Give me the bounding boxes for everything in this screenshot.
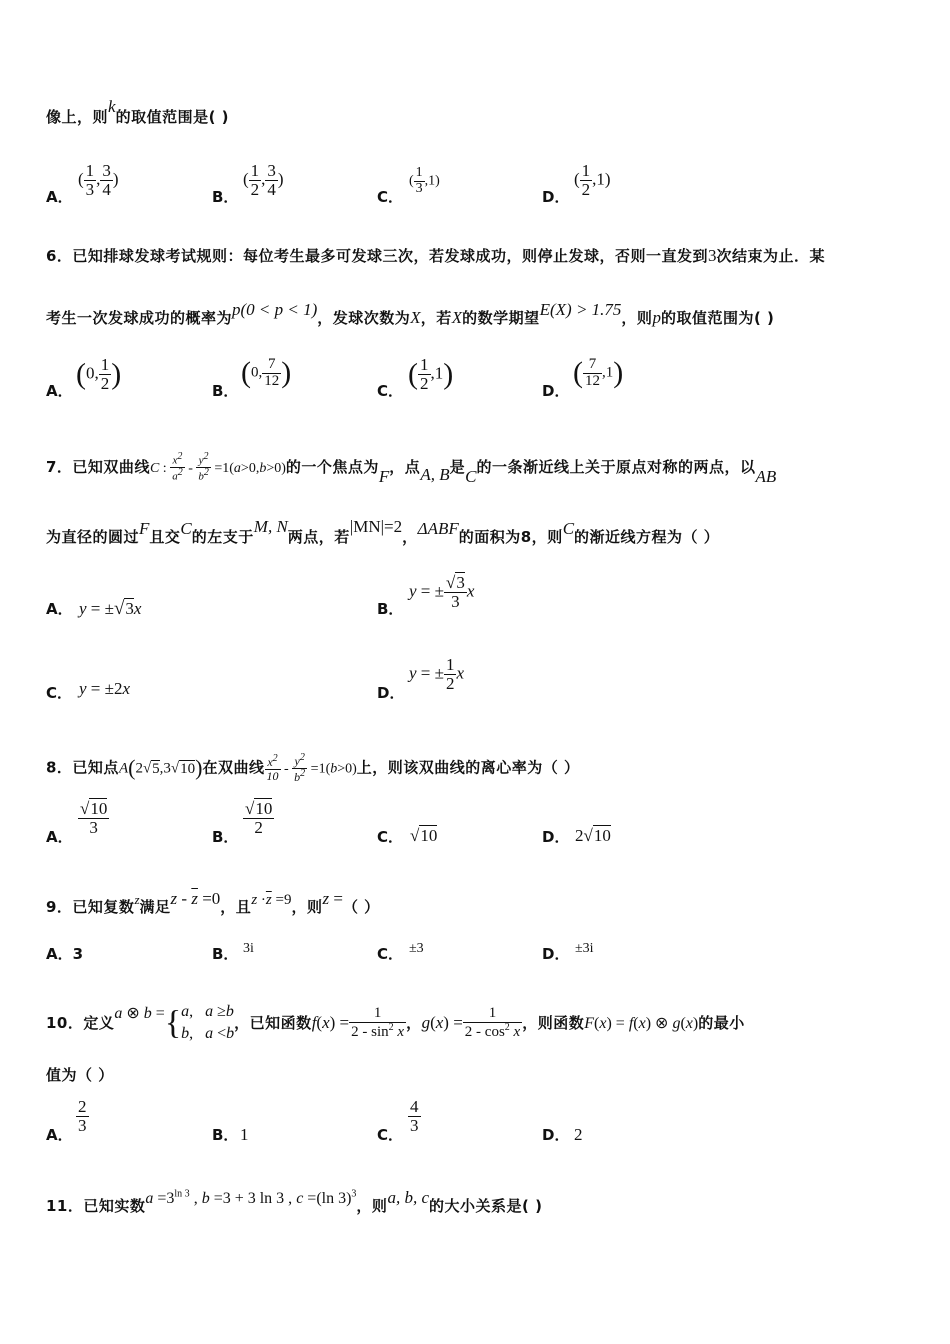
- q8-option-b-label[interactable]: B．: [212, 828, 239, 846]
- q7-stem-line1: 7．已知双曲线C : $\frac{x2}{a2}$ - $\frac{y2}{b2}$ =1(a>0,b>0)的一个焦点为F，点A, B是C的一条渐近线上关于原点对称的两点，以AB: [46, 451, 777, 487]
- q5-option-a-value: ( $\frac{1}{3}$ , $\frac{3}{4}$ ): [78, 161, 119, 199]
- q9-option-d-value: ±3i: [575, 941, 594, 956]
- q9-option-b-value: 3i: [243, 941, 254, 956]
- q6-option-b-label[interactable]: B．: [212, 382, 239, 400]
- q7-option-d-value: y = ± $\frac{1}{2}$ x: [409, 655, 465, 693]
- q9-option-b-label[interactable]: B．: [212, 945, 239, 963]
- q6-stem-line1: 6．已知排球发球考试规则：每位考生最多可发球三次，若发球成功，则停止发球，否则一直发到3次结束为止．某: [46, 246, 825, 265]
- q8-option-b-value: $\frac{√10}{2}$: [245, 799, 273, 837]
- q6-option-d-value: ( $\frac{7}{12}$ ,1): [573, 355, 624, 389]
- q9-option-c-value: ±3: [409, 941, 424, 956]
- q6-option-c-label[interactable]: C．: [377, 382, 404, 400]
- q10-stem-line2: 值为（ ）: [46, 1066, 114, 1084]
- q5-option-b-label[interactable]: B．: [212, 188, 239, 206]
- q6-option-a-label[interactable]: A．: [46, 382, 73, 400]
- q8-option-a-label[interactable]: A．: [46, 828, 73, 846]
- q8-option-c-label[interactable]: C．: [377, 828, 404, 846]
- q5-option-d-label[interactable]: D．: [542, 188, 570, 206]
- q5-option-d-value: ( $\frac{1}{2}$ ,1): [574, 161, 611, 199]
- q6-option-a-value: (0, $\frac{1}{2}$ ): [76, 355, 122, 393]
- q8-option-c-value: √10: [410, 826, 438, 845]
- q7-option-b-value: y = ± $\frac{√3}{3}$ x: [409, 573, 475, 611]
- q10-option-b-label[interactable]: B．: [212, 1126, 239, 1144]
- q7-option-d-label[interactable]: D．: [377, 684, 405, 702]
- q7-option-c-label[interactable]: C．: [46, 684, 73, 702]
- q10-option-a-label[interactable]: A．: [46, 1126, 73, 1144]
- var-k: k: [108, 97, 116, 116]
- q5-option-c-value: ( $\frac{1}{3}$ ,1): [409, 165, 440, 196]
- q10-option-b-value: 1: [240, 1125, 249, 1144]
- q11-stem: 11．已知实数$a =3^{ln 3}$ , b =3 + 3 ln 3 , c =(ln 3)$^3$，则a, b, c的大小关系是( ): [46, 1188, 543, 1215]
- q9-option-a-label[interactable]: A．3: [46, 945, 84, 963]
- q10-option-d-value: 2: [574, 1125, 583, 1144]
- q5-option-c-label[interactable]: C．: [377, 188, 404, 206]
- q6-stem-line2: 考生一次发球成功的概率为p(0 < p < 1)，发球次数为X，若X的数学期望E(X) > 1.75，则p的取值范围为( ): [46, 300, 775, 327]
- q5-stem: 像上，则k的取值范围是( ): [46, 97, 229, 126]
- q10-option-c-label[interactable]: C．: [377, 1126, 404, 1144]
- q8-stem: 8．已知点A(2√5,3√10)在双曲线 $\frac{x^2}{10}$ - $\frac{y^2}{b^2}$ =1(b>0)上，则该双曲线的离心率为（ ）: [46, 752, 580, 784]
- q10-stem-line1: 10．定义a ⊗ b ={ a, a ≥b b, a <b ，已知函数f(x) = $\frac{1}{2 - \sin^2 x}$ ，g(x) = $\frac{1}{2 - \cos^2 x}$ ，则函数F(x) = f(x) ⊗ g(x)的最小: [46, 1003, 745, 1043]
- q10-option-c-value: $\frac{4}{3}$: [410, 1097, 419, 1135]
- q8-option-a-value: $\frac{√10}{3}$: [80, 799, 108, 837]
- q7-option-b-label[interactable]: B．: [377, 600, 404, 618]
- q5-option-b-value: ( $\frac{1}{2}$ , $\frac{3}{4}$ ): [243, 161, 284, 199]
- q7-option-c-value: y = ±2x: [79, 679, 131, 698]
- q10-option-d-label[interactable]: D．: [542, 1126, 570, 1144]
- q6-option-d-label[interactable]: D．: [542, 382, 570, 400]
- q9-option-d-label[interactable]: D．: [542, 945, 570, 963]
- q6-option-b-value: (0, $\frac{7}{12}$ ): [241, 355, 292, 389]
- q8-option-d-label[interactable]: D．: [542, 828, 570, 846]
- q7-option-a-label[interactable]: A．: [46, 600, 73, 618]
- q5-option-a-label[interactable]: A．: [46, 188, 73, 206]
- q7-stem-line2: 为直径的圆过F且交C的左支于M, N两点，若|MN|=2，ΔABF的面积为8，则C的渐近线方程为（ ）: [46, 517, 720, 546]
- q9-stem: 9．已知复数z满足$z - \overline{z} =0$，且$z \cdot\overline{z} =9$，则z =（ ）: [46, 889, 380, 916]
- q7-option-a-value: y = ±√3x: [79, 598, 142, 619]
- q9-option-c-label[interactable]: C．: [377, 945, 404, 963]
- q6-option-c-value: ( $\frac{1}{2}$ ,1): [408, 355, 454, 393]
- q8-option-d-value: 2√10: [575, 826, 611, 845]
- q10-option-a-value: $\frac{2}{3}$: [78, 1097, 87, 1135]
